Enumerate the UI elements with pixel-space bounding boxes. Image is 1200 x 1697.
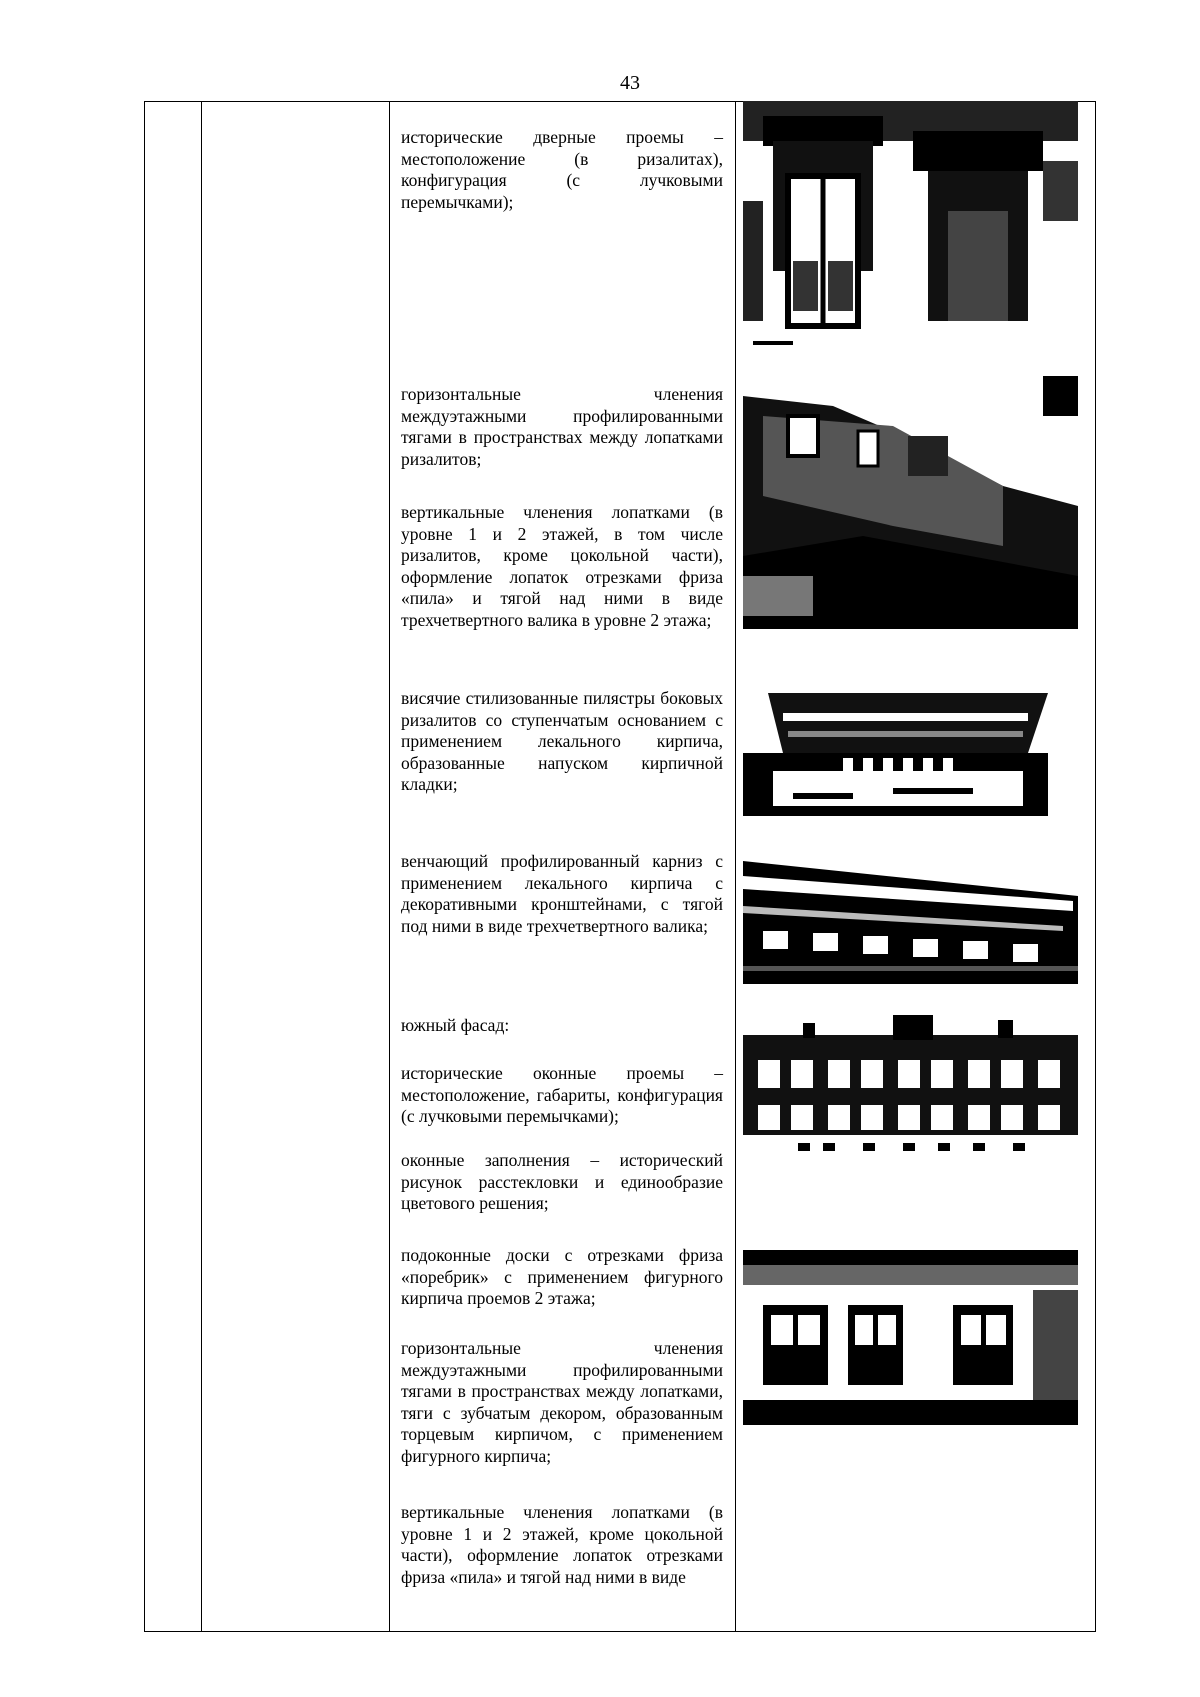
paragraph-window-openings: исторические оконные проемы – местоположение, габариты, конфигурация (с лучковыми перемычками); — [401, 1063, 723, 1126]
photo-doorways — [743, 101, 1078, 353]
paragraph-sill-boards: подоконные доски с отрезками фриза «поребрик» с применением фигурного кирпича проемов 2 этажа; — [401, 1245, 723, 1308]
page-number: 43 — [620, 72, 640, 94]
photo-south-facade — [743, 1015, 1078, 1163]
photo-facade-perspective — [743, 376, 1078, 629]
column-divider — [735, 102, 736, 1631]
paragraph-doorways: исторические дверные проемы – местоположение (в ризалитах), конфигурация (с лучковыми перемычками); — [401, 127, 723, 212]
paragraph-vertical-divisions: вертикальные членения лопатками (в уровне 1 и 2 этажей, в том числе ризалитов, кроме цокольной части), оформление лопаток отрезками фриза «пила» и тягой над ними в виде трехчетвертного валика в уровне 2 этажа; — [401, 502, 723, 630]
paragraph-horizontal-divisions: горизонтальные членения междуэтажными профилированными тягами в пространствах между лопатками ризалитов; — [401, 384, 723, 469]
paragraph-vertical-divisions-2: вертикальные членения лопатками (в уровне 1 и 2 этажей, кроме цокольной части), оформление лопаток отрезками фриза «пила» и тягой над ними в виде — [401, 1502, 723, 1587]
photo-hanging-pilasters — [743, 693, 1048, 816]
paragraph-crowning-cornice: венчающий профилированный карниз с применением лекального кирпича с декоративными кронштейнами, с тягой под ними в виде трехчетвертного валика; — [401, 851, 723, 936]
column-divider — [201, 102, 202, 1631]
paragraph-horizontal-divisions-2: горизонтальные членения междуэтажными профилированными тягами в пространствах между лопатками, тяги с зубчатым декором, образованным торцевым кирпичом, с применением фигурного кирпича; — [401, 1338, 723, 1466]
paragraph-south-facade-heading: южный фасад: — [401, 1015, 510, 1035]
photo-windows-detail — [743, 1250, 1078, 1425]
paragraph-hanging-pilasters: висячие стилизованные пилястры боковых ризалитов со ступенчатым основанием с применением лекального кирпича, образованные напуском кирпичной кладки; — [401, 688, 723, 794]
column-divider — [389, 102, 390, 1631]
photo-crowning-cornice — [743, 861, 1078, 984]
paragraph-window-fillings: оконные заполнения – исторический рисунок расстекловки и единообразие цветового решения; — [401, 1150, 723, 1213]
